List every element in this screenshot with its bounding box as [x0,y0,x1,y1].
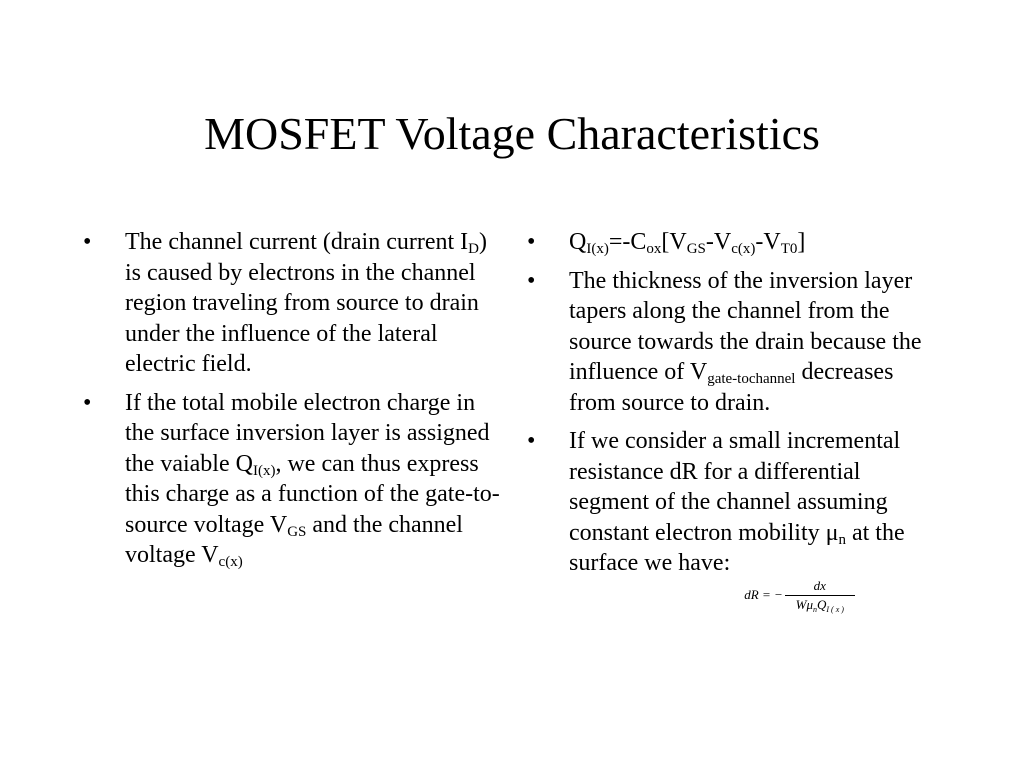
subscript: I(x) [586,241,609,257]
bullet-text: , we can thus express this charge as a function of the gate-to-source voltage V [125,450,500,538]
bullet-text: If the total mobile electron charge in the surface inversion layer is assigned the vaiable Q [125,389,490,477]
bullet-mobile-charge [80,388,500,571]
bullet-charge-equation [524,227,934,258]
bullet-channel-current [80,227,500,380]
right-bullet-list [524,227,934,621]
eq-text: =-C [608,229,647,255]
formula-lhs: dR = − [744,587,783,603]
bullet-text: The channel current (drain current I [125,229,469,255]
eq-text: Q [569,229,587,255]
subscript: GS [686,241,706,257]
den-q-sub: I ( x ) [826,604,844,614]
subscript: ox [646,241,662,257]
formula-numerator: dx [785,578,855,596]
subscript: c(x) [731,241,756,257]
slide-title: MOSFET Voltage Characteristics [204,108,820,159]
den-mu: μ [806,596,813,612]
bullet-marker: • [83,229,92,255]
bullet-text: at the surface we have: [569,519,905,576]
bullet-text: ) is caused by electrons in the channel region traveling from source to drain under the influence of the lateral electric field. [125,229,487,377]
bullet-incremental-resistance [524,426,934,613]
subscript: c(x) [218,554,243,570]
den-q: Q [816,596,827,612]
left-bullet-list [80,227,500,579]
subscript: gate-tochannel [707,371,796,387]
bullet-text: The thickness of the inversion layer tapers along the channel from the source towards the drain because the influence of V [569,267,922,385]
subscript: n [838,531,846,548]
den-w: W [795,596,807,612]
bullet-text: decreases from source to drain. [569,359,894,416]
formula-denominator [785,596,855,613]
subscript: GS [287,523,307,540]
eq-text: ] [797,229,806,255]
eq-text: -V [755,229,781,255]
den-mu-sub: n [812,604,817,614]
bullet-marker: • [83,389,92,416]
subscript: T0 [780,241,798,257]
formula-fraction [785,578,855,613]
bullet-inversion-layer [524,266,934,419]
eq-text: -V [705,229,732,255]
resistance-formula [744,578,855,613]
eq-text: [V [661,229,687,255]
mu-symbol: μ [825,519,839,546]
subscript: D [468,241,479,257]
bullet-marker: • [527,428,536,454]
bullet-marker: • [527,267,536,294]
bullet-marker: • [527,229,536,255]
bullet-text: If we consider a small incremental resistance dR for a differential segment of the channel assuming constant electron mobility [569,428,901,546]
bullet-text: and the channel voltage V [125,511,463,568]
subscript: I(x) [252,462,276,479]
